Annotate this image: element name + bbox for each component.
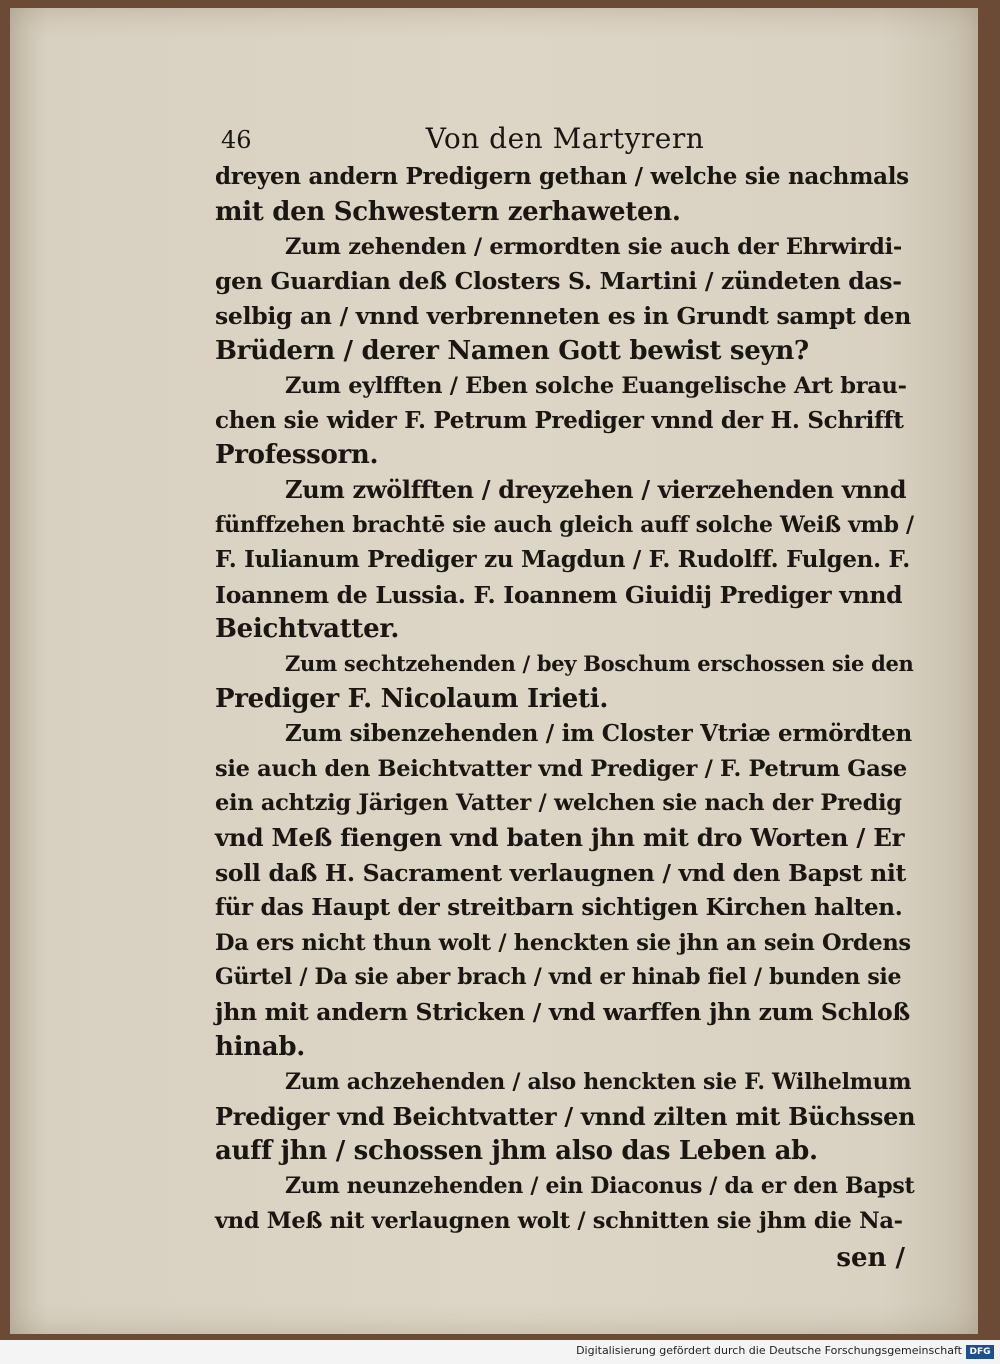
text-line: für das Haupt der streitbarn sichtigen Kirchen halten. — [215, 893, 903, 921]
book-page — [10, 8, 978, 1334]
text-line: Prediger F. Nicolaum Irieti. — [215, 683, 609, 714]
text-line: dreyen andern Predigern gethan / welche sie nachmals — [215, 163, 909, 190]
text-line: Da ers nicht thun wolt / henckten sie jhn an sein Ordens — [215, 929, 911, 956]
text-line: selbig an / vnnd verbrenneten es in Grundt sampt den — [215, 302, 912, 331]
text-line: Ioannem de Lussia. F. Ioannem Giuidij Prediger vnnd — [215, 580, 903, 609]
footer-bar — [0, 1340, 1000, 1364]
text-line: Gürtel / Da sie aber brach / vnd er hinab fiel / bunden sie — [215, 964, 902, 991]
text-line: Beichtvatter. — [215, 614, 400, 645]
text-line: Zum zwölfften / dreyzehen / vierzehenden vnnd — [285, 475, 907, 505]
text-line: vnd Meß nit verlaugnen wolt / schnitten sie jhm die Na- — [215, 1207, 903, 1234]
text-line: Zum zehenden / ermordten sie auch der Ehrwirdi- — [285, 233, 902, 260]
page-header — [215, 120, 915, 160]
page-number: 46 — [221, 126, 252, 154]
text-line: Prediger vnd Beichtvatter / vnnd zilten mit Büchssen — [215, 1101, 916, 1131]
dfg-logo: DFG — [966, 1345, 994, 1359]
text-line: sie auch den Beichtvatter vnd Prediger / F. Petrum Gase — [215, 755, 907, 782]
body-text — [215, 160, 915, 1239]
text-line: vnd Meß fiengen vnd baten jhn mit dro Worten / Er — [215, 823, 905, 853]
text-line: Brüdern / derer Namen Gott bewist seyn? — [215, 335, 809, 366]
footer-credit: Digitalisierung gefördert durch die Deutsche Forschungsgemeinschaft — [576, 1344, 962, 1357]
text-line: chen sie wider F. Petrum Prediger vnnd der H. Schrifft — [215, 406, 904, 434]
text-line: mit den Schwestern zerhaweten. — [215, 196, 681, 227]
text-line: jhn mit andern Stricken / vnd warffen jhn zum Schloß — [215, 998, 910, 1027]
text-block — [215, 120, 915, 1277]
text-line: Professorn. — [215, 440, 379, 471]
text-line: Zum neunzehenden / ein Diaconus / da er den Bapst — [285, 1173, 915, 1200]
text-line: Zum sechtzehenden / bey Boschum erschossen sie den — [285, 651, 914, 677]
text-line: hinab. — [215, 1031, 305, 1062]
text-line: Zum sibenzehenden / im Closter Vtriæ ermördten — [285, 719, 912, 747]
running-head: Von den Martyrern — [425, 122, 705, 155]
text-line: ein achtzig Järigen Vatter / welchen sie nach der Predig — [215, 790, 902, 817]
catchword: sen / — [836, 1242, 905, 1273]
text-line: Zum eylfften / Eben solche Euangelische Art brau- — [285, 372, 907, 399]
text-line: Zum achzehenden / also henckten sie F. Wilhelmum — [285, 1068, 912, 1095]
text-line: auff jhn / schossen jhm also das Leben ab. — [215, 1136, 818, 1167]
text-line: soll daß H. Sacrament verlaugnen / vnd den Bapst nit — [215, 858, 907, 887]
text-line: fünffzehen brachtē sie auch gleich auff solche Weiß vmb / — [215, 511, 914, 538]
text-line: gen Guardian deß Closters S. Martini / zündeten das- — [215, 267, 902, 296]
text-line: F. Iulianum Prediger zu Magdun / F. Rudolff. Fulgen. F. — [215, 545, 910, 573]
